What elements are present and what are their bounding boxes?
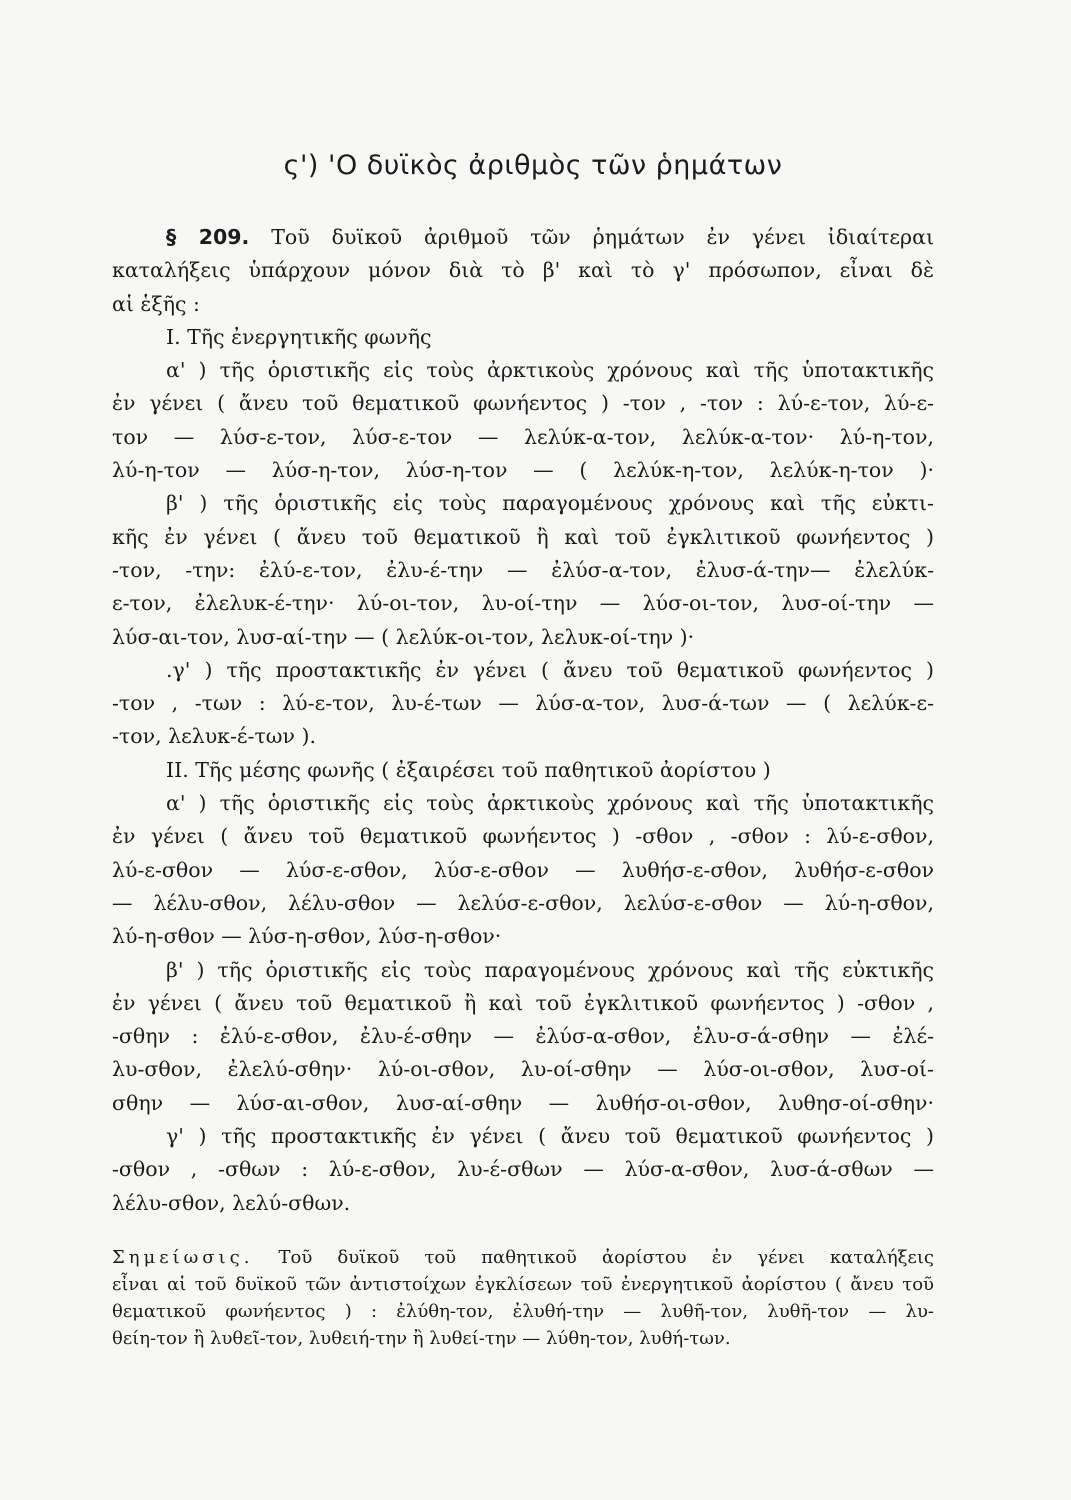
middle-b-line: β' ) τῆς ὁριστικῆς εἰς τοὺς παραγομένους χρόνους καὶ τῆς εὐκτικῆς	[166, 957, 934, 982]
note-line: θεματικοῦ φωνήεντος ) : ἐλύθη-τον, ἐλυθή-την — λυθῆ-τον, λυθῆ-τον — λυ-	[112, 1300, 934, 1322]
middle-a-line: λύ-η-σθον — λύσ-η-σθον, λύσ-η-σθον·	[112, 924, 502, 949]
active-c-line: -τον, λελυκ-έ-των ).	[112, 724, 317, 749]
middle-b-line: -σθην : ἐλύ-ε-σθον, ἐλυ-έ-σθην — ἐλύσ-α-σθον, ἐλυ-σ-ά-σθην — ἐλέ-	[112, 1024, 934, 1049]
active-b-line: λύσ-αι-τον, λυσ-αί-την — ( λελύκ-οι-τον, λελυκ-οί-την )·	[112, 624, 695, 649]
middle-a-line: — λέλυ-σθον, λέλυ-σθον — λελύσ-ε-σθον, λελύσ-ε-σθον — λύ-η-σθον,	[112, 890, 934, 915]
middle-voice-heading: II. Τῆς μέσης φωνῆς ( ἐξαιρέσει τοῦ παθητικοῦ ἀορίστου )	[166, 757, 771, 782]
active-b-line: -τον, -την: ἐλύ-ε-τον, ἐλυ-έ-την — ἐλύσ-α-τον, ἐλυσ-ά-την— ἐλελύκ-	[112, 557, 934, 582]
note-line: Σημείωσις. Τοῦ δυϊκοῦ τοῦ παθητικοῦ ἀορίστου ἐν γένει καταλήξεις	[112, 1246, 934, 1268]
note-block	[112, 1244, 934, 1352]
document-page	[112, 150, 934, 1352]
active-a-line: τον — λύσ-ε-τον, λύσ-ε-τον — λελύκ-α-τον, λελύκ-α-τον· λύ-η-τον,	[112, 424, 934, 449]
active-a-line: λύ-η-τον — λύσ-η-τον, λύσ-η-τον — ( λελύκ-η-τον, λελύκ-η-τον )·	[112, 458, 934, 483]
active-voice-block	[112, 321, 934, 754]
chapter-heading: ς') 'Ο δυϊκὸς ἀριθμὸς τῶν ῥημάτων	[283, 150, 783, 181]
active-a-line: α' ) τῆς ὁριστικῆς εἰς τοὺς ἀρκτικοὺς χρόνους καὶ τῆς ὑποτακτικῆς	[166, 358, 934, 383]
active-b-line: β' ) τῆς ὁριστικῆς εἰς τοὺς παραγομένους χρόνους καὶ τῆς εὐκτι-	[166, 491, 934, 516]
middle-a-line: α' ) τῆς ὁριστικῆς εἰς τοὺς ἀρκτικοὺς χρόνους καὶ τῆς ὑποτακτικῆς	[166, 791, 934, 816]
middle-b-line: ἐν γένει ( ἄνευ τοῦ θεματικοῦ ἢ καὶ τοῦ ἐγκλιτικοῦ φωνήεντος ) -σθον ,	[112, 990, 934, 1015]
section-line: καταλήξεις ὑπάρχουν μόνον διὰ τὸ β' καὶ τὸ γ' πρόσωπον, εἶναι δὲ	[112, 258, 934, 283]
active-c-line: -τον , -των : λύ-ε-τον, λυ-έ-των — λύσ-α-τον, λυσ-ά-των — ( λελύκ-ε-	[112, 691, 934, 716]
middle-b-line: λυ-σθον, ἐλελύ-σθην· λύ-οι-σθον, λυ-οί-σθην — λύσ-οι-σθον, λυσ-οί-	[112, 1057, 934, 1082]
note-line: θείη-τον ἢ λυθεῖ-τον, λυθειή-την ἢ λυθεί-την — λύθη-τον, λυθή-των.	[112, 1327, 731, 1349]
active-voice-heading: I. Τῆς ἐνεργητικῆς φωνῆς	[166, 324, 432, 349]
middle-c-line: λέλυ-σθον, λελύ-σθων.	[112, 1190, 351, 1215]
section-209	[112, 221, 934, 321]
middle-voice-block	[112, 754, 934, 1220]
active-c-line: .γ' ) τῆς προστακτικῆς ἐν γένει ( ἄνευ τοῦ θεματικοῦ φωνήεντος )	[166, 657, 934, 682]
middle-a-line: ἐν γένει ( ἄνευ τοῦ θεματικοῦ φωνήεντος ) -σθον , -σθον : λύ-ε-σθον,	[112, 824, 934, 849]
active-b-line: ε-τον, ἐλελυκ-έ-την· λύ-οι-τον, λυ-οί-την — λύσ-οι-τον, λυσ-οί-την —	[112, 591, 934, 616]
middle-a-line: λύ-ε-σθον — λύσ-ε-σθον, λύσ-ε-σθον — λυθήσ-ε-σθον, λυθήσ-ε-σθον	[112, 857, 934, 882]
middle-c-line: -σθον , -σθων : λύ-ε-σθον, λυ-έ-σθων — λύσ-α-σθον, λυσ-ά-σθων —	[112, 1157, 934, 1182]
section-number: § 209.	[166, 225, 250, 249]
section-line: § 209. Τοῦ δυϊκοῦ ἀριθμοῦ τῶν ῥημάτων ἐν γένει ἰδιαίτεραι	[166, 225, 934, 249]
middle-c-line: γ' ) τῆς προστακτικῆς ἐν γένει ( ἄνευ τοῦ θεματικοῦ φωνήεντος )	[166, 1124, 934, 1149]
note-label: Σημείωσις.	[112, 1246, 254, 1268]
middle-b-line: σθην — λύσ-αι-σθον, λυσ-αί-σθην — λυθήσ-οι-σθον, λυθησ-οί-σθην·	[112, 1090, 934, 1115]
note-line: εἶναι αἱ τοῦ δυϊκοῦ τῶν ἀντιστοίχων ἐγκλίσεων τοῦ ἐνεργητικοῦ ἀορίστου ( ἄνευ τοῦ	[112, 1273, 934, 1295]
active-a-line: ἐν γένει ( ἄνευ τοῦ θεματικοῦ φωνήεντος ) -τον , -τον : λύ-ε-τον, λύ-ε-	[112, 391, 934, 416]
section-line: αἱ ἑξῆς :	[112, 291, 200, 316]
active-b-line: κῆς ἐν γένει ( ἄνευ τοῦ θεματικοῦ ἢ καὶ τοῦ ἐγκλιτικοῦ φωνήεντος )	[112, 524, 934, 549]
